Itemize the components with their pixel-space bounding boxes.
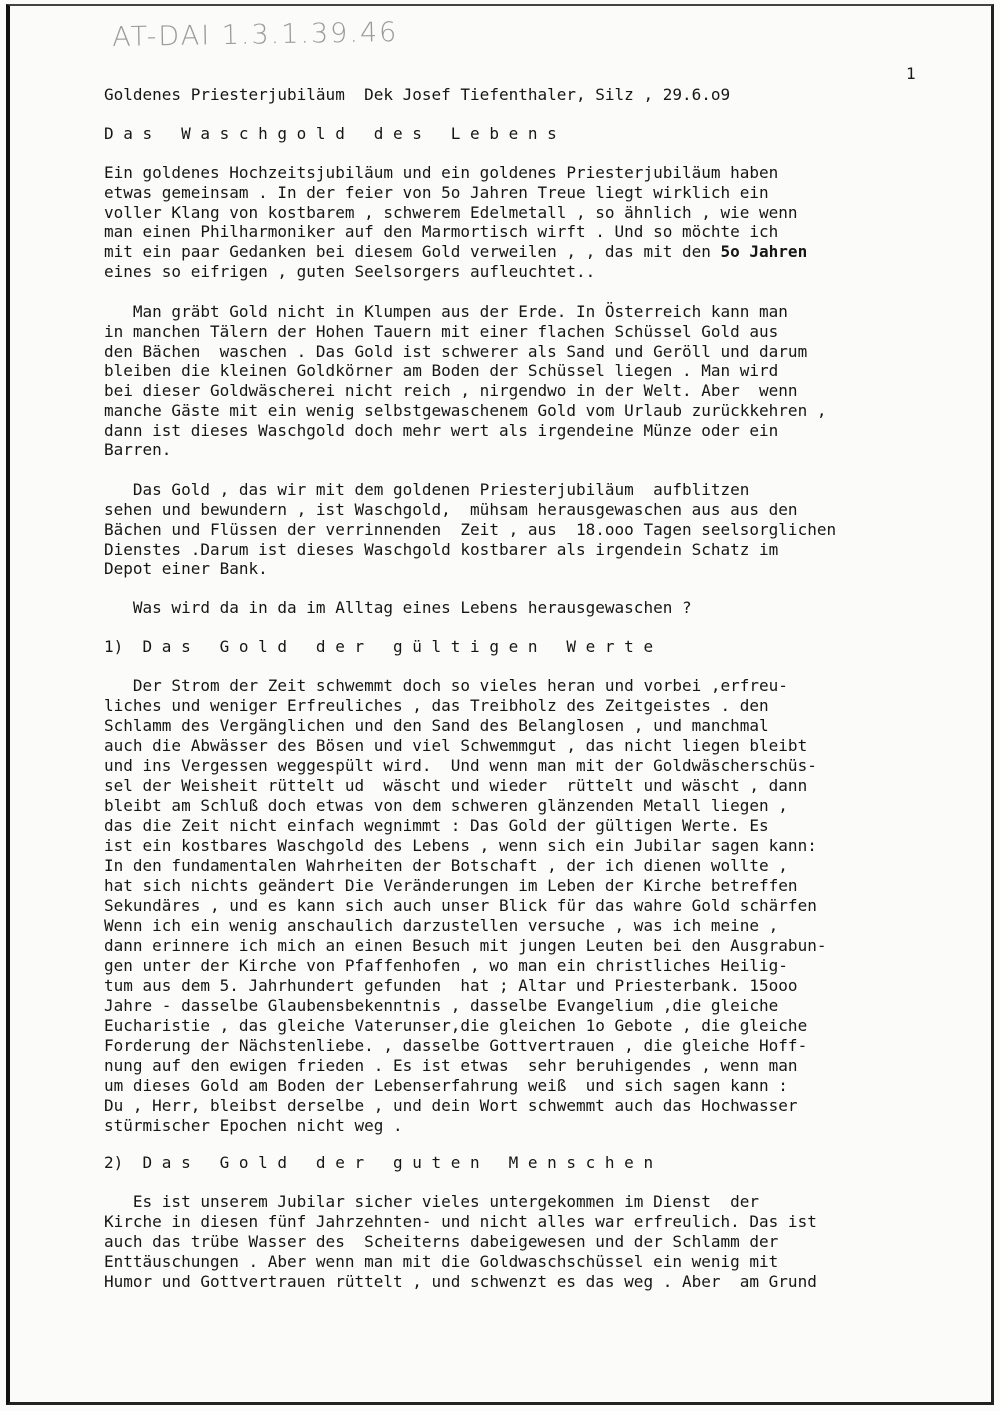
- paragraph-line: Forderung der Nächstenliebe. , dasselbe Gottvertrauen , die gleiche Hoff-: [104, 1036, 808, 1055]
- paragraph-line: dann erinnere ich mich an einen Besuch mit jungen Leuten bei den Ausgrabun-: [104, 936, 827, 955]
- paragraph-line: ist ein kostbares Waschgold des Lebens , wenn sich ein Jubilar sagen kann:: [104, 836, 817, 855]
- paragraph-line: bleiben die kleinen Goldkörner am Boden der Schüssel liegen . Man wird: [104, 361, 779, 380]
- paragraph-line: Barren.: [104, 440, 172, 459]
- paragraph-line: voller Klang von kostbarem , schwerem Edelmetall , so ähnlich , wie wenn: [104, 203, 798, 222]
- paragraph-line: Ein goldenes Hochzeitsjubiläum und ein goldenes Priesterjubiläum haben: [104, 163, 779, 182]
- paragraph-line: Schlamm des Vergänglichen und den Sand des Belanglosen , und manchmal: [104, 716, 769, 735]
- paragraph-line: Es ist unserem Jubilar sicher vieles untergekommen im Dienst der: [104, 1192, 760, 1211]
- paragraph-line: Depot einer Bank.: [104, 559, 268, 578]
- page-number: 1: [906, 64, 916, 83]
- paragraph-line: auch die Abwässer des Bösen und viel Schwemmgut , das nicht liegen bleibt: [104, 736, 808, 755]
- paragraph-line: In den fundamentalen Wahrheiten der Botschaft , der ich dienen wollte ,: [104, 856, 788, 875]
- paragraph-line: Bächen und Flüssen der verrinnenden Zeit , aus 18.ooo Tagen seelsorglichen: [104, 520, 837, 539]
- paragraph-line: Wenn ich ein wenig anschaulich darzustellen versuche , was ich meine ,: [104, 916, 779, 935]
- paragraph-line: Eucharistie , das gleiche Vaterunser,die gleichen 1o Gebote , die gleiche: [104, 1016, 808, 1035]
- paragraph-line: man einen Philharmoniker auf den Marmortisch wirft . Und so möchte ich: [104, 222, 779, 241]
- paragraph-line: in manchen Tälern der Hohen Tauern mit einer flachen Schüssel Gold aus: [104, 322, 779, 341]
- paragraph-line: Enttäuschungen . Aber wenn man mit die Goldwaschschüssel ein wenig mit: [104, 1252, 779, 1271]
- paragraph-line: sehen und bewundern , ist Waschgold, mühsam herausgewaschen aus aus den: [104, 500, 798, 519]
- paragraph-line: gen unter der Kirche von Pfaffenhofen , wo man ein christliches Heilig-: [104, 956, 788, 975]
- section-heading: 1) D a s G o l d d e r g ü l t i g e n W e r t e: [104, 637, 654, 656]
- section-heading: 2) D a s G o l d d e r g u t e n M e n s c h e n: [104, 1153, 654, 1172]
- paragraph-line: Man gräbt Gold nicht in Klumpen aus der Erde. In Österreich kann man: [104, 302, 788, 321]
- paragraph-line: dann ist dieses Waschgold doch mehr wert als irgendeine Münze oder ein: [104, 421, 779, 440]
- document-title: D a s W a s c h g o l d d e s L e b e n s: [104, 124, 557, 143]
- paragraph-line: Humor und Gottvertrauen rüttelt , und schwenzt es das weg . Aber am Grund: [104, 1272, 817, 1291]
- paragraph-line: um dieses Gold am Boden der Lebenserfahrung weiß und sich sagen kann :: [104, 1076, 788, 1095]
- paragraph-line: und ins Vergessen weggespült wird. Und wenn man mit der Goldwäscherschüs-: [104, 756, 817, 775]
- paragraph-line: Sekundäres , und es kann sich auch unser Blick für das wahre Gold schärfen: [104, 896, 817, 915]
- bold-emphasis: 5o Jahren: [720, 242, 808, 261]
- paragraph-line: tum aus dem 5. Jahrhundert gefunden hat ; Altar und Priesterbank. 15ooo: [104, 976, 798, 995]
- paragraph-line: bei dieser Goldwäscherei nicht reich , nirgendwo in der Welt. Aber wenn: [104, 381, 798, 400]
- paragraph-line: hat sich nichts geändert Die Veränderungen im Leben der Kirche betreffen: [104, 876, 798, 895]
- document-header: Goldenes Priesterjubiläum Dek Josef Tiefenthaler, Silz , 29.6.o9: [104, 85, 731, 104]
- paragraph-line: Der Strom der Zeit schwemmt doch so vieles heran und vorbei ,erfreu-: [104, 676, 788, 695]
- archive-signature: AT-DAI 1.3.1.39.46: [112, 17, 399, 53]
- paragraph-line: Jahre - dasselbe Glaubensbekenntnis , dasselbe Evangelium ,die gleiche: [104, 996, 779, 1015]
- paragraph-line: eines so eifrigen , guten Seelsorgers aufleuchtet..: [104, 262, 596, 281]
- question-line: Was wird da in da im Alltag eines Lebens herausgewaschen ?: [104, 598, 692, 617]
- paragraph-line: etwas gemeinsam . In der feier von 5o Jahren Treue liegt wirklich ein: [104, 183, 769, 202]
- paragraph-line: mit ein paar Gedanken bei diesem Gold verweilen , , das mit den 5o Jahren: [104, 242, 808, 261]
- paragraph-line: auch das trübe Wasser des Scheiterns dabeigewesen und der Schlamm der: [104, 1232, 779, 1251]
- paragraph-line: Das Gold , das wir mit dem goldenen Priesterjubiläum aufblitzen: [104, 480, 750, 499]
- paragraph-line: das die Zeit nicht einfach wegnimmt : Das Gold der gültigen Werte. Es: [104, 816, 769, 835]
- paragraph-line: Dienstes .Darum ist dieses Waschgold kostbarer als irgendein Schatz im: [104, 540, 779, 559]
- paragraph-line: liches und weniger Erfreuliches , das Treibholz des Zeitgeistes . den: [104, 696, 769, 715]
- paragraph-line: bleibt am Schluß doch etwas von dem schweren glänzenden Metall liegen ,: [104, 796, 788, 815]
- paragraph-line: stürmischer Epochen nicht weg .: [104, 1116, 403, 1135]
- paragraph-line: Kirche in diesen fünf Jahrzehnten- und nicht alles war erfreulich. Das ist: [104, 1212, 817, 1231]
- paragraph-line: den Bächen waschen . Das Gold ist schwerer als Sand und Geröll und darum: [104, 342, 808, 361]
- paragraph-line: sel der Weisheit rüttelt ud wäscht und wieder rüttelt und wäscht , dann: [104, 776, 808, 795]
- paragraph-line: nung auf den ewigen frieden . Es ist etwas sehr beruhigendes , wenn man: [104, 1056, 798, 1075]
- paragraph-line: manche Gäste mit ein wenig selbstgewaschenem Gold vom Urlaub zurückkehren ,: [104, 401, 827, 420]
- paragraph-line: Du , Herr, bleibst derselbe , und dein Wort schwemmt auch das Hochwasser: [104, 1096, 798, 1115]
